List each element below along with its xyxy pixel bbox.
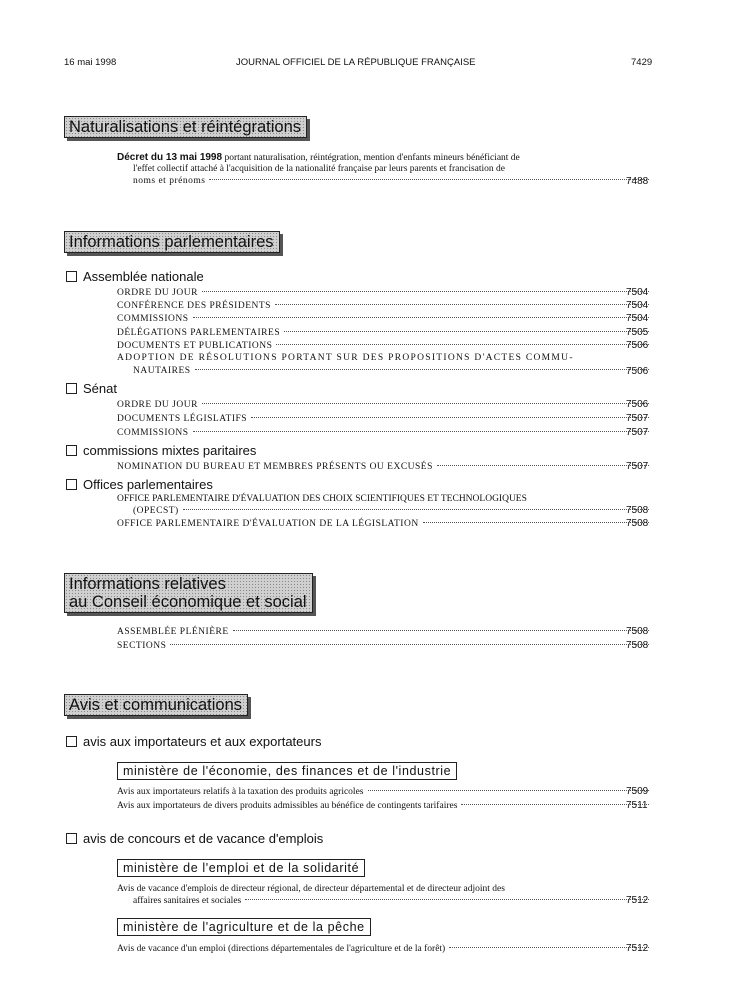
leader-dots xyxy=(275,304,649,305)
leader-dots xyxy=(284,331,649,332)
leader-dots xyxy=(209,179,649,180)
decree-page: 7488 xyxy=(626,176,649,187)
checkbox-icon xyxy=(66,479,77,490)
toc-label: ORDRE DU JOUR xyxy=(117,288,198,298)
toc-row-decree[interactable] xyxy=(133,175,653,187)
toc-label: Avis aux importateurs relatifs à la taxation des produits agricoles xyxy=(117,787,364,797)
toc-page: 7512 xyxy=(626,895,649,906)
toc-label: ORDRE DU JOUR xyxy=(117,400,198,410)
toc-row[interactable] xyxy=(117,327,653,339)
toc-label: DOCUMENTS LÉGISLATIFS xyxy=(117,414,248,424)
leader-dots xyxy=(202,291,649,292)
section-importateurs xyxy=(66,734,321,749)
page-number: 7429 xyxy=(631,57,653,68)
banner-naturalisations: Naturalisations et réintégrations xyxy=(64,116,307,138)
toc-page: 7506 xyxy=(626,340,649,351)
leader-dots xyxy=(245,899,649,900)
ministry-agriculture: ministère de l'agriculture et de la pêche xyxy=(117,918,371,936)
toc-page: 7508 xyxy=(626,518,649,529)
toc-row[interactable] xyxy=(117,640,653,652)
toc-page: 7504 xyxy=(626,300,649,311)
toc-page: 7508 xyxy=(626,640,649,651)
toc-row-adoption[interactable] xyxy=(133,365,653,377)
toc-row-emploi[interactable] xyxy=(133,895,653,907)
toc-label: OFFICE PARLEMENTAIRE D'ÉVALUATION DE LA LÉGISLATION xyxy=(117,519,419,529)
header-date: 16 mai 1998 xyxy=(64,57,117,68)
toc-label: SECTIONS xyxy=(117,641,167,651)
checkbox-icon xyxy=(66,736,77,747)
decree-text1: portant naturalisation, réintégration, mention d'enfants mineurs bénéficiant de xyxy=(222,153,520,163)
leader-dots xyxy=(233,630,649,631)
decree-line1 xyxy=(117,152,520,164)
toc-page: 7507 xyxy=(626,461,649,472)
toc-page: 7508 xyxy=(626,505,649,516)
section-senat xyxy=(66,381,117,396)
toc-page: 7509 xyxy=(626,786,649,797)
checkbox-icon xyxy=(66,271,77,282)
toc-row[interactable] xyxy=(117,287,653,299)
leader-dots xyxy=(251,417,649,418)
decree-title: Décret du 13 mai 1998 xyxy=(117,152,223,163)
toc-row[interactable] xyxy=(117,399,653,411)
decree-line2: l'effet collectif attaché à l'acquisition de la nationalité française par leurs parents et francisation de xyxy=(133,164,505,174)
toc-page: 7511 xyxy=(626,800,648,811)
banner-line2: au Conseil économique et social xyxy=(69,593,307,611)
section-commissions-mixtes xyxy=(66,443,256,458)
toc-page: 7506 xyxy=(626,399,649,410)
toc-label: NAUTAIRES xyxy=(133,366,191,376)
toc-row[interactable] xyxy=(117,413,653,425)
section-offices xyxy=(66,477,213,492)
ministry-economie: ministère de l'économie, des finances et de l'industrie xyxy=(117,762,457,780)
toc-row[interactable] xyxy=(117,313,653,325)
toc-label: CONFÉRENCE DES PRÉSIDENTS xyxy=(117,301,271,311)
toc-page: 7508 xyxy=(626,626,649,637)
section-assemblee-nationale xyxy=(66,269,204,284)
leader-dots xyxy=(193,431,650,432)
opecst-line1: OFFICE PARLEMENTAIRE D'ÉVALUATION DES CHOIX SCIENTIFIQUES ET TECHNOLOGIQUES xyxy=(117,494,527,504)
leader-dots xyxy=(437,465,649,466)
emploi-line1: Avis de vacance d'emplois de directeur régional, de directeur départemental et de directeur adjoint des xyxy=(117,884,505,894)
banner-informations-parlementaires: Informations parlementaires xyxy=(64,231,280,253)
toc-label: Avis aux importateurs de divers produits admissibles au bénéfice de contingents tarifaires xyxy=(117,801,458,811)
adoption-line1: ADOPTION DE RÉSOLUTIONS PORTANT SUR DES PROPOSITIONS D'ACTES COMMU- xyxy=(117,353,574,363)
toc-page: 7504 xyxy=(626,287,649,298)
leader-dots xyxy=(276,344,649,345)
toc-label: COMMISSIONS xyxy=(117,314,189,324)
leader-dots xyxy=(449,947,649,948)
leader-dots xyxy=(183,509,649,510)
toc-row[interactable] xyxy=(117,340,653,352)
toc-row[interactable] xyxy=(117,300,653,312)
toc-label: DÉLÉGATIONS PARLEMENTAIRES xyxy=(117,328,281,338)
section-title: Offices parlementaires xyxy=(83,477,213,492)
leader-dots xyxy=(423,522,649,523)
checkbox-icon xyxy=(66,833,77,844)
toc-label: Avis de vacance d'un emploi (directions départementales de l'agriculture et de la forêt) xyxy=(117,944,446,954)
toc-row-opecst[interactable] xyxy=(133,505,653,517)
toc-label: affaires sanitaires et sociales xyxy=(133,896,242,906)
section-title: commissions mixtes paritaires xyxy=(83,443,257,458)
leader-dots xyxy=(195,369,649,370)
toc-row[interactable] xyxy=(117,786,653,798)
banner-avis: Avis et communications xyxy=(64,694,248,716)
section-title: Assemblée nationale xyxy=(83,269,204,284)
leader-dots xyxy=(170,644,649,645)
toc-row[interactable] xyxy=(117,461,653,473)
section-title: Sénat xyxy=(83,381,117,396)
checkbox-icon xyxy=(66,445,77,456)
section-title: avis de concours et de vacance d'emplois xyxy=(83,831,324,846)
journal-title: JOURNAL OFFICIEL DE LA RÉPUBLIQUE FRANÇAISE xyxy=(236,57,476,68)
banner-line1: Informations relatives xyxy=(69,575,226,593)
toc-row[interactable] xyxy=(117,943,653,955)
toc-page: 7506 xyxy=(626,366,649,377)
toc-page: 7512 xyxy=(626,943,649,954)
ministry-emploi: ministère de l'emploi et de la solidarité xyxy=(117,859,365,877)
banner-conseil-economique xyxy=(64,573,313,613)
toc-row[interactable] xyxy=(117,800,653,812)
toc-label: NOMINATION DU BUREAU ET MEMBRES PRÉSENTS OU EXCUSÉS xyxy=(117,462,433,472)
section-title: avis aux importateurs et aux exportateurs xyxy=(83,734,322,749)
toc-page: 7507 xyxy=(626,427,649,438)
leader-dots xyxy=(461,804,649,805)
toc-page: 7504 xyxy=(626,313,649,324)
decree-line3: noms et prénoms xyxy=(133,176,206,186)
toc-label: COMMISSIONS xyxy=(117,428,189,438)
toc-row[interactable] xyxy=(117,626,653,638)
section-concours xyxy=(66,831,323,846)
toc-row[interactable] xyxy=(117,518,653,530)
toc-label: ASSEMBLÉE PLÉNIÈRE xyxy=(117,627,229,637)
toc-page: 7505 xyxy=(626,327,649,338)
checkbox-icon xyxy=(66,383,77,394)
toc-label: (OPECST) xyxy=(133,506,179,516)
toc-label: DOCUMENTS ET PUBLICATIONS xyxy=(117,341,273,351)
toc-row[interactable] xyxy=(117,427,653,439)
leader-dots xyxy=(368,790,650,791)
leader-dots xyxy=(193,317,650,318)
toc-page: 7507 xyxy=(626,413,649,424)
leader-dots xyxy=(202,403,649,404)
